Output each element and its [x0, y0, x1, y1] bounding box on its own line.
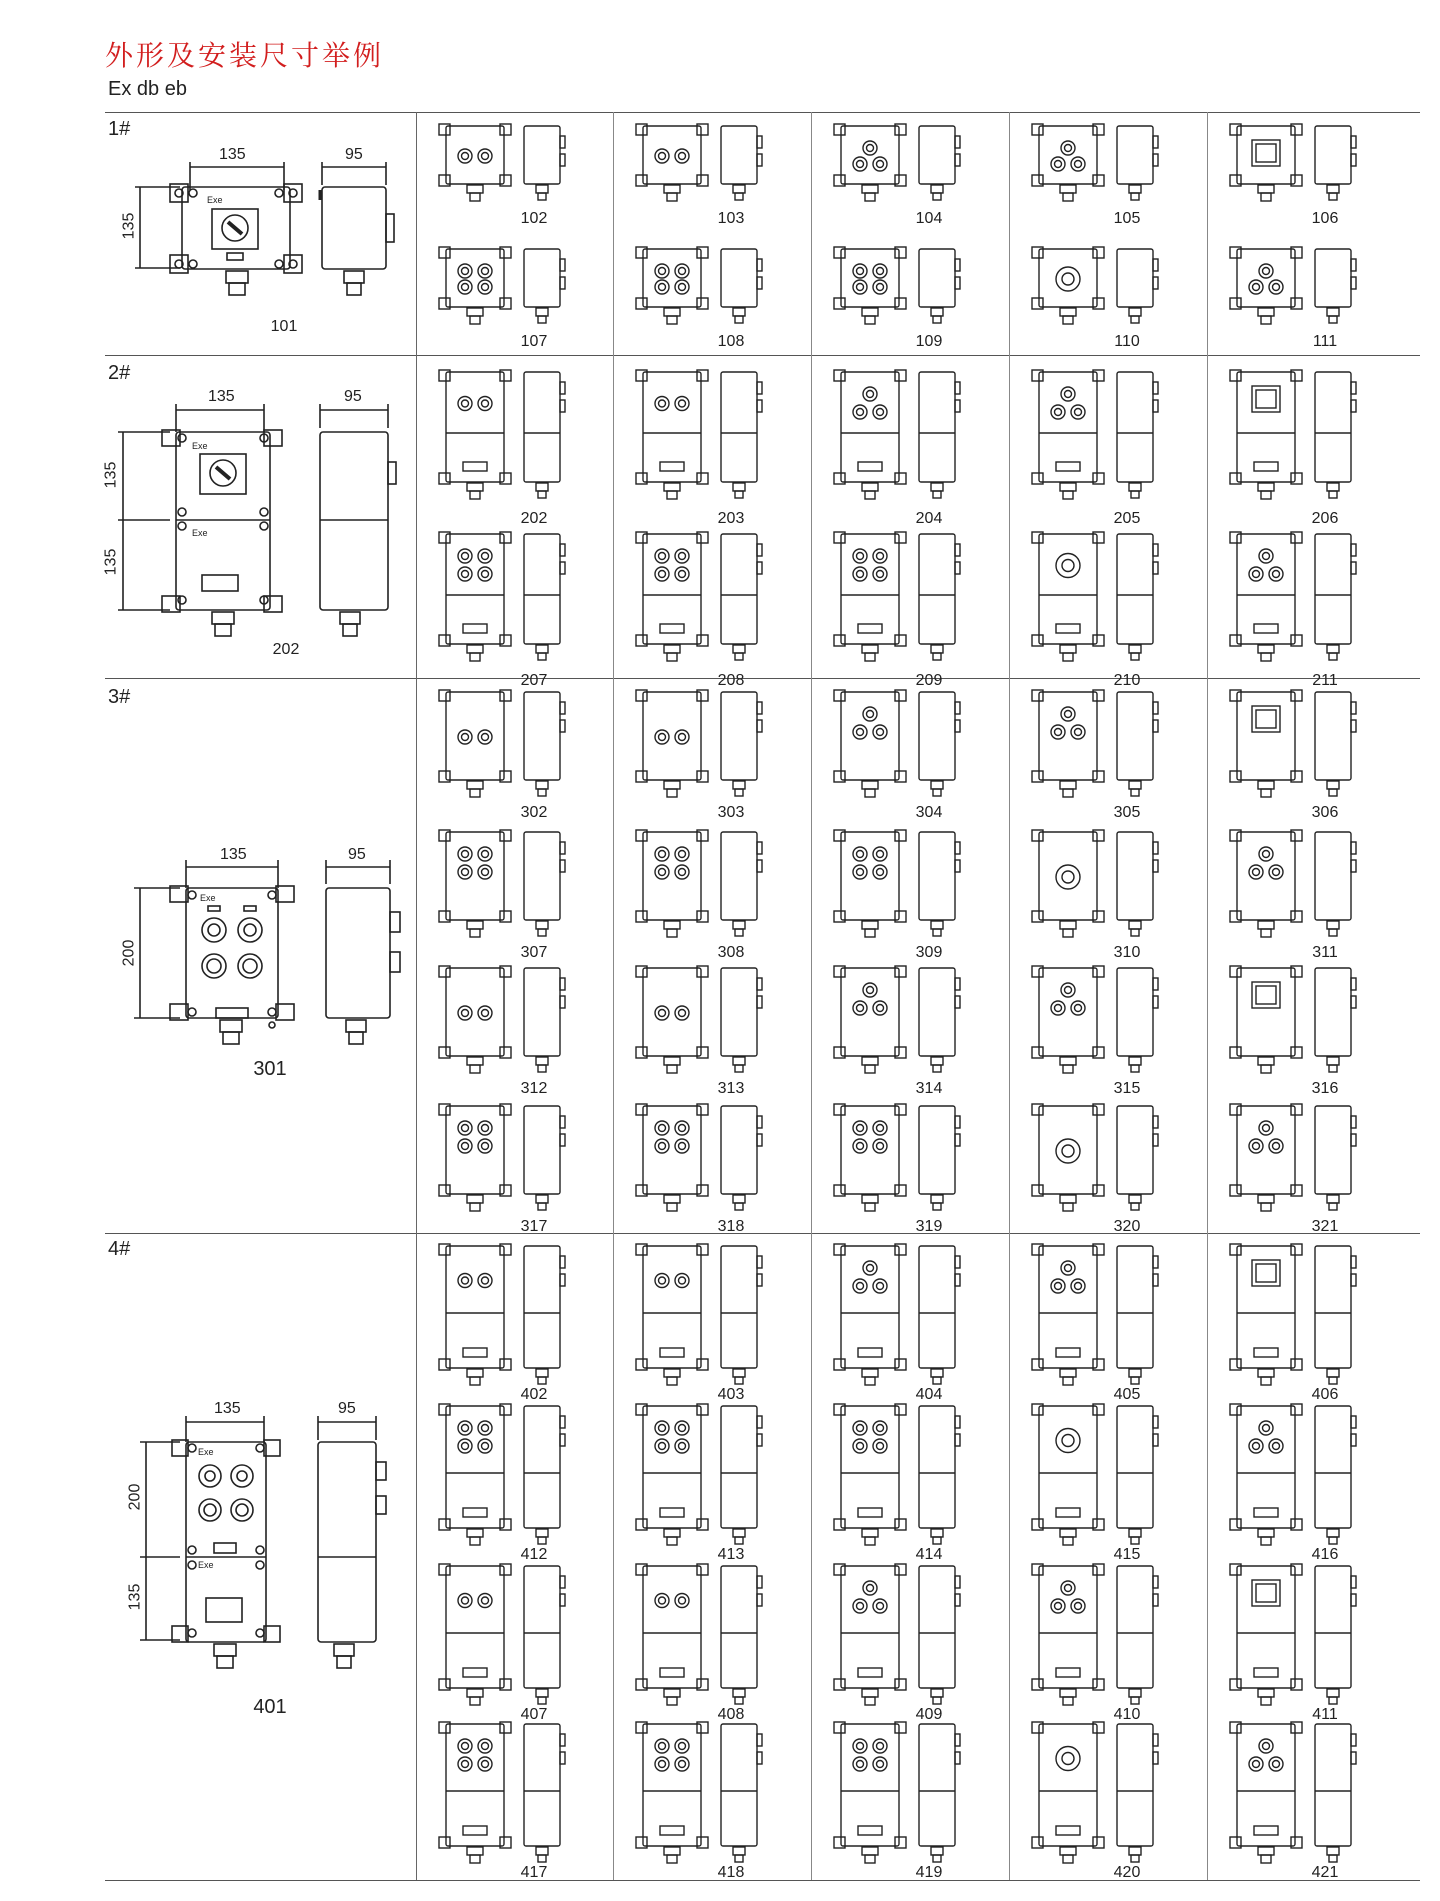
variant-code: 417 — [520, 1864, 548, 1881]
variant-drawing-310 — [1009, 828, 1207, 956]
variant-code: 110 — [1114, 333, 1140, 350]
variant-code: 307 — [520, 944, 548, 961]
variant-code: 418 — [717, 1864, 745, 1881]
variant-code: 302 — [520, 804, 548, 821]
variant-code: 405 — [1113, 1386, 1141, 1403]
variant-code: 403 — [717, 1386, 745, 1403]
variant-code: 402 — [520, 1386, 548, 1403]
variant-drawing-413 — [613, 1402, 811, 1564]
variant-drawing-314 — [811, 964, 1009, 1092]
variant-drawing-207 — [416, 530, 614, 680]
dimension-height-bottom: 135 — [126, 1583, 144, 1611]
variant-code: 308 — [717, 944, 745, 961]
variant-drawing-403 — [613, 1242, 811, 1404]
variant-code: 111 — [1312, 333, 1338, 350]
variant-drawing-414 — [811, 1402, 1009, 1564]
variant-code: 315 — [1113, 1080, 1141, 1097]
svg-text:Exe: Exe — [200, 893, 216, 903]
variant-code: 406 — [1311, 1386, 1339, 1403]
variant-code: 102 — [520, 210, 548, 227]
variant-code: 311 — [1312, 944, 1338, 961]
variant-code: 306 — [1311, 804, 1339, 821]
enclosure-code: 101 — [270, 318, 298, 335]
page-title: 外形及安装尺寸举例 — [105, 39, 385, 72]
variant-code: 314 — [915, 1080, 943, 1097]
variant-code: 211 — [1312, 672, 1338, 689]
variant-drawing-204 — [811, 368, 1009, 518]
dimension-height-top: 200 — [126, 1483, 144, 1511]
variant-drawing-307 — [416, 828, 614, 956]
variant-drawing-102 — [416, 122, 614, 220]
variant-drawing-206 — [1207, 368, 1405, 518]
section-label-1: 1# — [108, 118, 131, 140]
svg-text:Exe: Exe — [198, 1447, 214, 1457]
variant-drawing-208 — [613, 530, 811, 680]
variant-drawing-318 — [613, 1102, 811, 1230]
variant-drawing-409 — [811, 1562, 1009, 1724]
variant-code: 109 — [915, 333, 943, 350]
enclosure-code: 401 — [253, 1696, 287, 1718]
variant-code: 411 — [1312, 1706, 1338, 1723]
variant-drawing-108 — [613, 245, 811, 343]
variant-code: 408 — [717, 1706, 745, 1723]
variant-code: 413 — [717, 1546, 745, 1563]
variant-code: 320 — [1113, 1218, 1141, 1235]
dimension-depth: 95 — [344, 388, 362, 405]
page-subtitle: Ex db eb — [108, 78, 187, 100]
variant-code: 105 — [1113, 210, 1141, 227]
variant-code: 407 — [520, 1706, 548, 1723]
variant-code: 204 — [915, 510, 943, 527]
variant-drawing-416 — [1207, 1402, 1405, 1564]
variant-code: 404 — [915, 1386, 943, 1403]
variant-code: 410 — [1113, 1706, 1141, 1723]
variant-drawing-203 — [613, 368, 811, 518]
variant-drawing-109 — [811, 245, 1009, 343]
section-label-3: 3# — [108, 686, 131, 708]
variant-drawing-306 — [1207, 688, 1405, 816]
variant-drawing-404 — [811, 1242, 1009, 1404]
svg-text:Exe: Exe — [207, 195, 223, 205]
variant-drawing-415 — [1009, 1402, 1207, 1564]
variant-code: 106 — [1311, 210, 1339, 227]
variant-drawing-406 — [1207, 1242, 1405, 1404]
dimension-depth: 95 — [345, 146, 363, 163]
variant-code: 103 — [717, 210, 745, 227]
variant-drawing-302 — [416, 688, 614, 816]
variant-drawing-312 — [416, 964, 614, 1092]
variant-drawing-111 — [1207, 245, 1405, 343]
dimension-width: 135 — [219, 146, 246, 163]
variant-drawing-202 — [416, 368, 614, 518]
variant-code: 305 — [1113, 804, 1141, 821]
variant-drawing-317 — [416, 1102, 614, 1230]
variant-code: 303 — [717, 804, 745, 821]
dimension-depth: 95 — [348, 846, 366, 863]
variant-drawing-210 — [1009, 530, 1207, 680]
variant-drawing-407 — [416, 1562, 614, 1724]
variant-code: 208 — [717, 672, 745, 689]
variant-drawing-105 — [1009, 122, 1207, 220]
section-label-2: 2# — [108, 362, 131, 384]
section-divider — [105, 1233, 1420, 1234]
dimension-width: 135 — [208, 388, 235, 405]
variant-drawing-320 — [1009, 1102, 1207, 1230]
variant-drawing-106 — [1207, 122, 1405, 220]
variant-code: 104 — [915, 210, 943, 227]
svg-text:Exe: Exe — [192, 441, 208, 451]
variant-drawing-304 — [811, 688, 1009, 816]
variant-drawing-104 — [811, 122, 1009, 220]
dimension-depth: 95 — [338, 1400, 356, 1417]
variant-code: 107 — [520, 333, 548, 350]
variant-code: 304 — [915, 804, 943, 821]
variant-code: 202 — [520, 510, 548, 527]
variant-code: 310 — [1113, 944, 1141, 961]
variant-code: 209 — [915, 672, 943, 689]
section-label-4: 4# — [108, 1238, 131, 1260]
variant-drawing-412 — [416, 1402, 614, 1564]
variant-code: 203 — [717, 510, 745, 527]
variant-code: 319 — [915, 1218, 943, 1235]
variant-drawing-313 — [613, 964, 811, 1092]
section-divider — [105, 355, 1420, 356]
dimension-width: 135 — [214, 1400, 241, 1417]
variant-code: 414 — [915, 1546, 943, 1563]
variant-code: 412 — [520, 1546, 548, 1563]
dimension-height-top: 135 — [102, 461, 120, 489]
variant-drawing-308 — [613, 828, 811, 956]
variant-drawing-211 — [1207, 530, 1405, 680]
variant-drawing-315 — [1009, 964, 1207, 1092]
variant-code: 318 — [717, 1218, 745, 1235]
variant-drawing-421 — [1207, 1720, 1405, 1882]
variant-code: 312 — [520, 1080, 548, 1097]
variant-code: 207 — [520, 672, 548, 689]
variant-code: 409 — [915, 1706, 943, 1723]
variant-drawing-405 — [1009, 1242, 1207, 1404]
variant-drawing-110 — [1009, 245, 1207, 343]
variant-drawing-209 — [811, 530, 1009, 680]
enclosure-code: 202 — [272, 641, 300, 658]
variant-drawing-103 — [613, 122, 811, 220]
variant-drawing-107 — [416, 245, 614, 343]
variant-drawing-309 — [811, 828, 1009, 956]
variant-code: 309 — [915, 944, 943, 961]
dimension-width: 135 — [220, 846, 247, 863]
variant-drawing-316 — [1207, 964, 1405, 1092]
svg-text:Exe: Exe — [198, 1560, 214, 1570]
variant-drawing-402 — [416, 1242, 614, 1404]
variant-code: 205 — [1113, 510, 1141, 527]
variant-drawing-305 — [1009, 688, 1207, 816]
variant-drawing-408 — [613, 1562, 811, 1724]
variant-drawing-205 — [1009, 368, 1207, 518]
variant-drawing-311 — [1207, 828, 1405, 956]
variant-code: 108 — [717, 333, 745, 350]
dimension-height: 135 — [120, 212, 138, 240]
dimension-height: 200 — [120, 939, 138, 967]
variant-drawing-321 — [1207, 1102, 1405, 1230]
dimension-height-bottom: 135 — [102, 548, 120, 576]
variant-code: 210 — [1113, 672, 1141, 689]
variant-code: 317 — [520, 1218, 548, 1235]
section-divider — [105, 112, 1420, 113]
variant-drawing-410 — [1009, 1562, 1207, 1724]
variant-code: 313 — [717, 1080, 745, 1097]
variant-drawing-417 — [416, 1720, 614, 1882]
variant-drawing-418 — [613, 1720, 811, 1882]
variant-drawing-319 — [811, 1102, 1009, 1230]
variant-code: 419 — [915, 1864, 943, 1881]
variant-code: 316 — [1311, 1080, 1339, 1097]
enclosure-code: 301 — [253, 1058, 287, 1080]
variant-code: 421 — [1311, 1864, 1339, 1881]
variant-code: 206 — [1311, 510, 1339, 527]
variant-drawing-303 — [613, 688, 811, 816]
variant-code: 415 — [1113, 1546, 1141, 1563]
svg-text:Exe: Exe — [192, 528, 208, 538]
variant-drawing-411 — [1207, 1562, 1405, 1724]
variant-code: 416 — [1311, 1546, 1339, 1563]
variant-drawing-420 — [1009, 1720, 1207, 1882]
variant-code: 420 — [1113, 1864, 1141, 1881]
variant-drawing-419 — [811, 1720, 1009, 1882]
variant-code: 321 — [1311, 1218, 1339, 1235]
